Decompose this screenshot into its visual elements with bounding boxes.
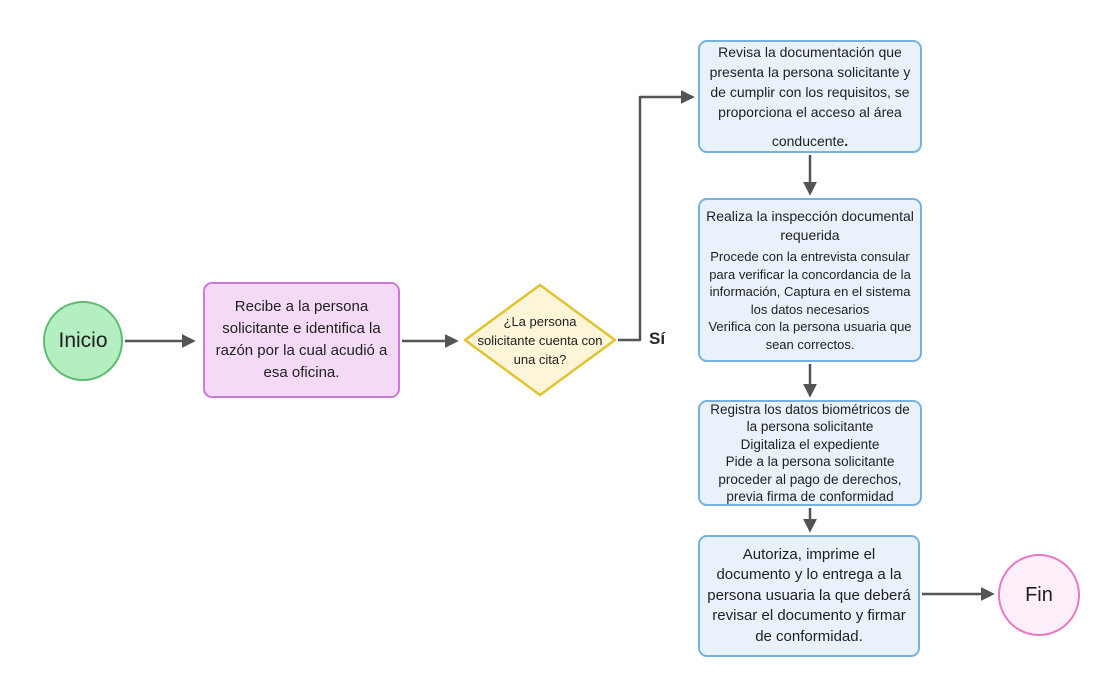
process-receive-text: Recibe a la persona solicitante e identifica la razón por la cual acudió a esa oficina. xyxy=(215,298,388,381)
process-inspect-line-2: Procede con la entrevista consular para verificar la concordancia de la información, Captura en el sistema los datos necesarios xyxy=(709,249,911,317)
process-register-line-3: Pide a la persona solicitante proceder al pago de derechos, previa firma de conformidad xyxy=(718,454,902,504)
start-node xyxy=(43,301,123,381)
arrow-decision-yes-to-review xyxy=(618,97,692,340)
process-authorize xyxy=(698,535,920,657)
process-register-line-2: Digitaliza el expediente xyxy=(740,436,880,452)
process-register-line-1: Registra los datos biométricos de la persona solicitante xyxy=(710,401,910,434)
process-authorize-text: Autoriza, imprime el documento y lo entrega a la persona usuaria la que deberá revisar el documento y firmar de conformidad. xyxy=(707,545,911,645)
end-node xyxy=(998,554,1080,636)
process-inspect-line-1: Realiza la inspección documental requerida xyxy=(706,208,914,243)
process-inspect xyxy=(698,198,922,362)
start-label: Inicio xyxy=(58,329,108,352)
decision-yes-label: Sí xyxy=(649,329,666,348)
process-inspect-line-3: Verifica con la persona usuaria que sean correctos. xyxy=(708,319,912,352)
decision-node xyxy=(462,282,618,398)
end-label: Fin xyxy=(1025,583,1053,606)
process-review xyxy=(698,40,922,153)
process-receive xyxy=(203,282,400,398)
decision-text: ¿La persona solicitante cuenta con una cita? xyxy=(477,313,603,367)
process-review-text: Revisa la documentación que presenta la persona solicitante y de cumplir con los requisitos, se proporciona el acceso al área xyxy=(709,44,911,120)
process-register xyxy=(698,400,922,506)
process-review-text-2: conducente. xyxy=(771,133,849,149)
